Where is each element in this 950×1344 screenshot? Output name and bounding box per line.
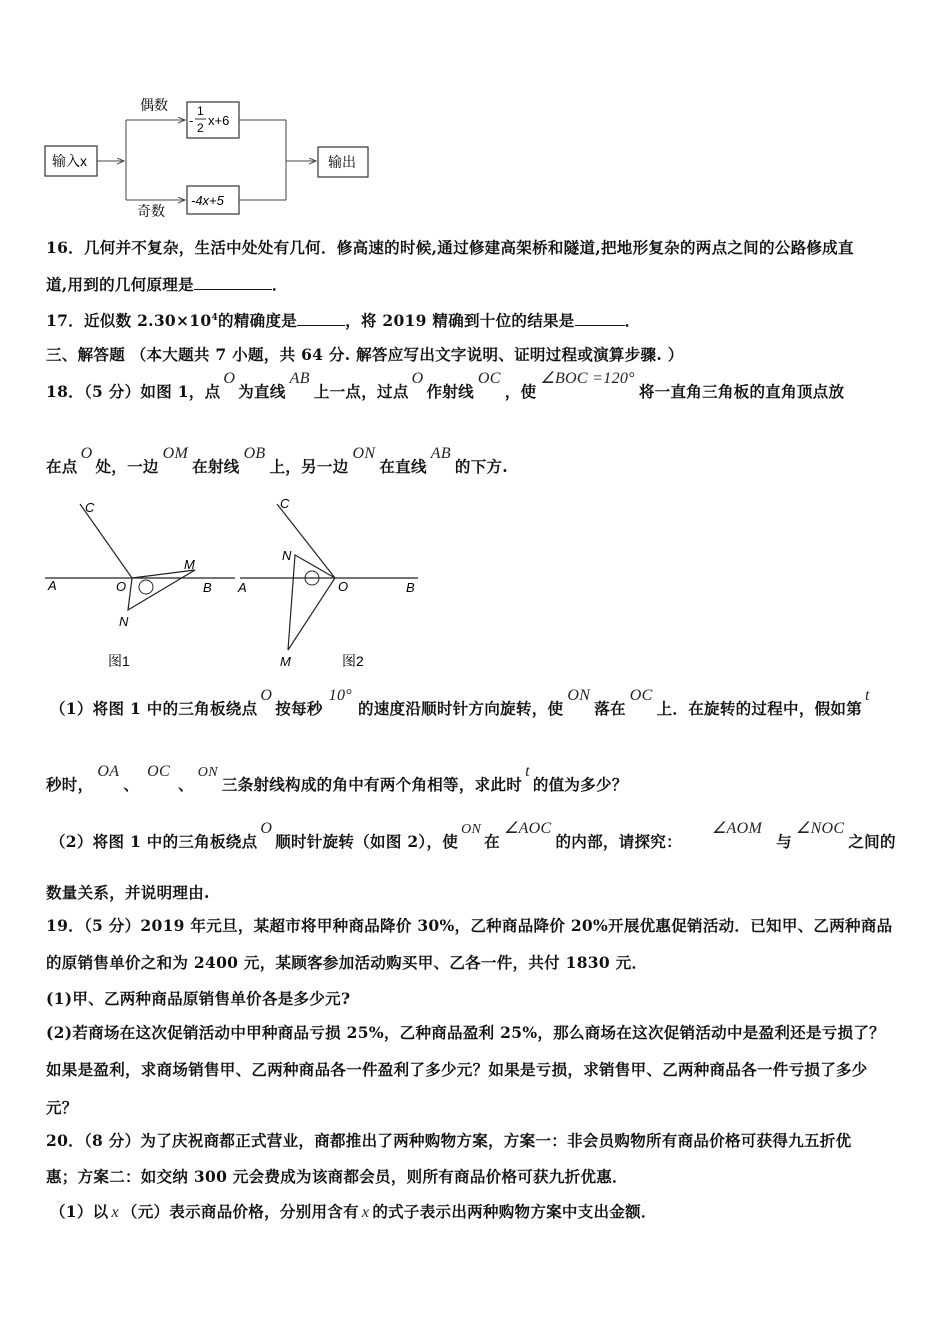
q18-p1e: 上．在旋转的过程中，假如第 — [656, 699, 863, 718]
fig2-label-M: M — [280, 654, 291, 669]
q18-part1-line1 — [50, 687, 870, 719]
q18-angle-AOC: ∠AOC — [503, 820, 552, 837]
even-label: 偶数 — [140, 97, 168, 113]
q18-part2-line1 — [50, 820, 896, 852]
q19-part1: (1)甲、乙两种商品原销售单价各是多少元? — [46, 989, 351, 1008]
q18-ON-4: ON — [461, 822, 482, 837]
q18-l2a: 在点 — [46, 457, 78, 476]
q20-line2: 惠；方案二：如交纳 300 元会费成为该商都会员，则所有商品价格可获九折优惠． — [46, 1167, 628, 1186]
q18-p2e: 与 — [776, 832, 792, 851]
q18-l2e: 在直线 — [379, 457, 427, 476]
q19-part2-line1: (2)若商场在这次促销活动中甲种商品亏损 25%，乙种商品盈利 25%，那么商场在这次促销活动中是盈利还是亏损了？ — [46, 1023, 885, 1042]
odd-label: 奇数 — [137, 203, 165, 219]
q18-line2 — [46, 445, 509, 477]
flowchart — [40, 90, 380, 225]
q18-p2a: （2）将图 1 中的三角板绕点 — [50, 832, 258, 851]
q18-p1c: 的速度沿顺时针方向旋转，使 — [357, 699, 564, 718]
q17-exp: 4 — [211, 312, 219, 323]
q18-10-degrees: 10° — [328, 687, 352, 704]
q18-p1b: 按每秒 — [275, 699, 323, 718]
q18-angle-BOC: ∠BOC =120° — [540, 370, 635, 387]
q18-l1b: 为直线 — [238, 382, 286, 401]
q18-part2-line2: 数量关系，并说明理由. — [46, 883, 210, 902]
q17 — [46, 309, 640, 331]
q18-ON-2: ON — [567, 687, 591, 704]
q16-end: ． — [271, 275, 288, 294]
q18-p2b: 顺时针旋转（如图 2），使 — [275, 832, 459, 851]
fig2-label-O: O — [338, 579, 349, 594]
fig2-caption: 图2 — [342, 653, 364, 669]
q18-p2c: 在 — [484, 832, 500, 851]
q16-line2-text: 道,用到的几何原理是 — [46, 275, 194, 294]
fig1-label-N: N — [119, 614, 129, 629]
q18-ON-1: ON — [352, 445, 376, 462]
q19-part2-line3: 元？ — [46, 1098, 78, 1117]
q17-b: 的精确度是 — [218, 311, 298, 330]
q18-l2c: 在射线 — [192, 457, 240, 476]
fig2-label-A: A — [238, 580, 247, 595]
fig1-triangle — [128, 570, 195, 610]
q18-angle-NOC: ∠NOC — [795, 820, 845, 837]
q20-part1 — [50, 1200, 657, 1222]
fig1-label-O: O — [116, 579, 127, 594]
q18-sep-1: 、 — [123, 775, 140, 794]
q17-d: ． — [624, 311, 641, 330]
q18-O-2: O — [411, 370, 424, 387]
q17-c: ，将 2019 精确到十位的结果是 — [345, 311, 575, 330]
q18-O-4: O — [260, 687, 273, 704]
q18-OM: OM — [162, 445, 189, 462]
input-label: 输入x — [52, 153, 87, 169]
q19-part2-line2: 如果是盈利，求商场销售甲、乙两种商品各一件盈利了多少元？如果是亏损，求销售甲、乙两种商品各一件亏损了多少 — [46, 1060, 868, 1079]
q18-t-1: t — [865, 687, 870, 704]
q16-line2 — [46, 273, 288, 295]
q16-line1: 16．几何并不复杂，生活中处处有几何．修高速的时候,通过修建高架桥和隧道,把地形复杂的两点之间的公路修成直 — [46, 238, 854, 257]
q20-p1a: （1）以 — [50, 1202, 109, 1221]
fig1-caption: 图1 — [108, 653, 130, 669]
fig1-label-B: B — [203, 580, 212, 595]
q19-line1: 19．（5 分）2019 年元旦，某超市将甲种商品降价 30%，乙种商品降价 20%开展优惠促销活动．已知甲、乙两种商品 — [46, 916, 893, 935]
even-expr-num: 1 — [197, 104, 204, 118]
q18-OA: OA — [97, 763, 120, 780]
q18-p1g: 三条射线构成的角中有两个角相等，求此时 — [221, 775, 523, 794]
q18-OC-2: OC — [629, 687, 653, 704]
q18-p1d: 落在 — [594, 699, 626, 718]
output-label: 输出 — [328, 154, 356, 170]
q18-part1-line2 — [46, 763, 628, 795]
even-expr-minus: - — [189, 113, 194, 128]
q18-line1 — [46, 370, 845, 402]
q18-sep-2: 、 — [177, 775, 194, 794]
fig1-ray-OC — [80, 504, 132, 578]
q18-p2d: 的内部，请探究： — [555, 832, 682, 851]
fig1-label-A: A — [48, 578, 57, 593]
q17-blank-1[interactable] — [297, 311, 345, 326]
q18-OB: OB — [243, 445, 266, 462]
q18-O-1: O — [223, 370, 236, 387]
q18-p1h: 的值为多少？ — [532, 775, 628, 794]
q18-p1f: 秒时， — [46, 775, 94, 794]
q18-AB-1: AB — [289, 370, 310, 387]
q18-t-2: t — [525, 763, 530, 780]
q18-l1a: 18．（5 分）如图 1，点 — [46, 382, 221, 401]
q18-l1e: ，使 — [504, 382, 537, 401]
q18-OC-1: OC — [477, 370, 501, 387]
q18-p2f: 之间的 — [848, 832, 896, 851]
q18-AB-2: AB — [430, 445, 451, 462]
q18-angle-AOM: ∠AOM — [711, 820, 763, 837]
q18-l1c: 上一点，过点 — [313, 382, 409, 401]
fig2-label-N: N — [282, 548, 292, 563]
fig1-triangle-hole — [139, 580, 153, 594]
odd-expr: -4x+5 — [191, 193, 224, 208]
q20-x-2: x — [361, 1204, 370, 1221]
q18-p1a: （1）将图 1 中的三角板绕点 — [50, 699, 258, 718]
q16-answer-blank[interactable] — [194, 275, 272, 290]
q18-OC-3: OC — [147, 763, 170, 780]
fig1-label-C: C — [85, 500, 95, 515]
fig2-label-C: C — [280, 496, 290, 511]
q19-line2: 的原销售单价之和为 2400 元，某顾客参加活动购买甲、乙各一件，共付 1830 元． — [46, 953, 648, 972]
fig1-label-M: M — [184, 557, 195, 572]
even-expr-rest: x+6 — [208, 113, 230, 128]
fig2-ray-OC — [277, 504, 335, 578]
q18-l2b: 处，一边 — [95, 457, 159, 476]
q20-x-1: x — [111, 1204, 119, 1221]
q20-p1b: （元）表示商品价格，分别用含有 — [121, 1202, 359, 1221]
q17-blank-2[interactable] — [575, 311, 625, 326]
q20-p1c: 的式子表示出两种购物方案中支出金额． — [372, 1202, 657, 1221]
q17-a: 17．近似数 2.30×10 — [46, 311, 212, 330]
q18-l1d: 作射线 — [426, 382, 474, 401]
figure-1 — [45, 500, 235, 669]
fig2-label-B: B — [406, 580, 415, 595]
q20-line1: 20．（8 分）为了庆祝商都正式营业，商都推出了两种购物方案，方案一：非会员购物所有商品价格可获得九五折优 — [46, 1131, 852, 1150]
q18-l2f: 的下方. — [454, 457, 509, 476]
q18-figures — [40, 490, 430, 675]
q18-ON-3: ON — [197, 765, 218, 780]
section-3-heading: 三、解答题 （本大题共 7 小题，共 64 分. 解答应写出文字说明、证明过程或演算步骤. ） — [46, 345, 684, 364]
figure-2 — [237, 496, 418, 669]
q18-O-5: O — [260, 820, 273, 837]
even-expr-den: 2 — [197, 121, 204, 135]
q18-l1f: 将一直角三角板的直角顶点放 — [638, 382, 845, 401]
q18-O-3: O — [80, 445, 93, 462]
q18-l2d: 上，另一边 — [269, 457, 349, 476]
